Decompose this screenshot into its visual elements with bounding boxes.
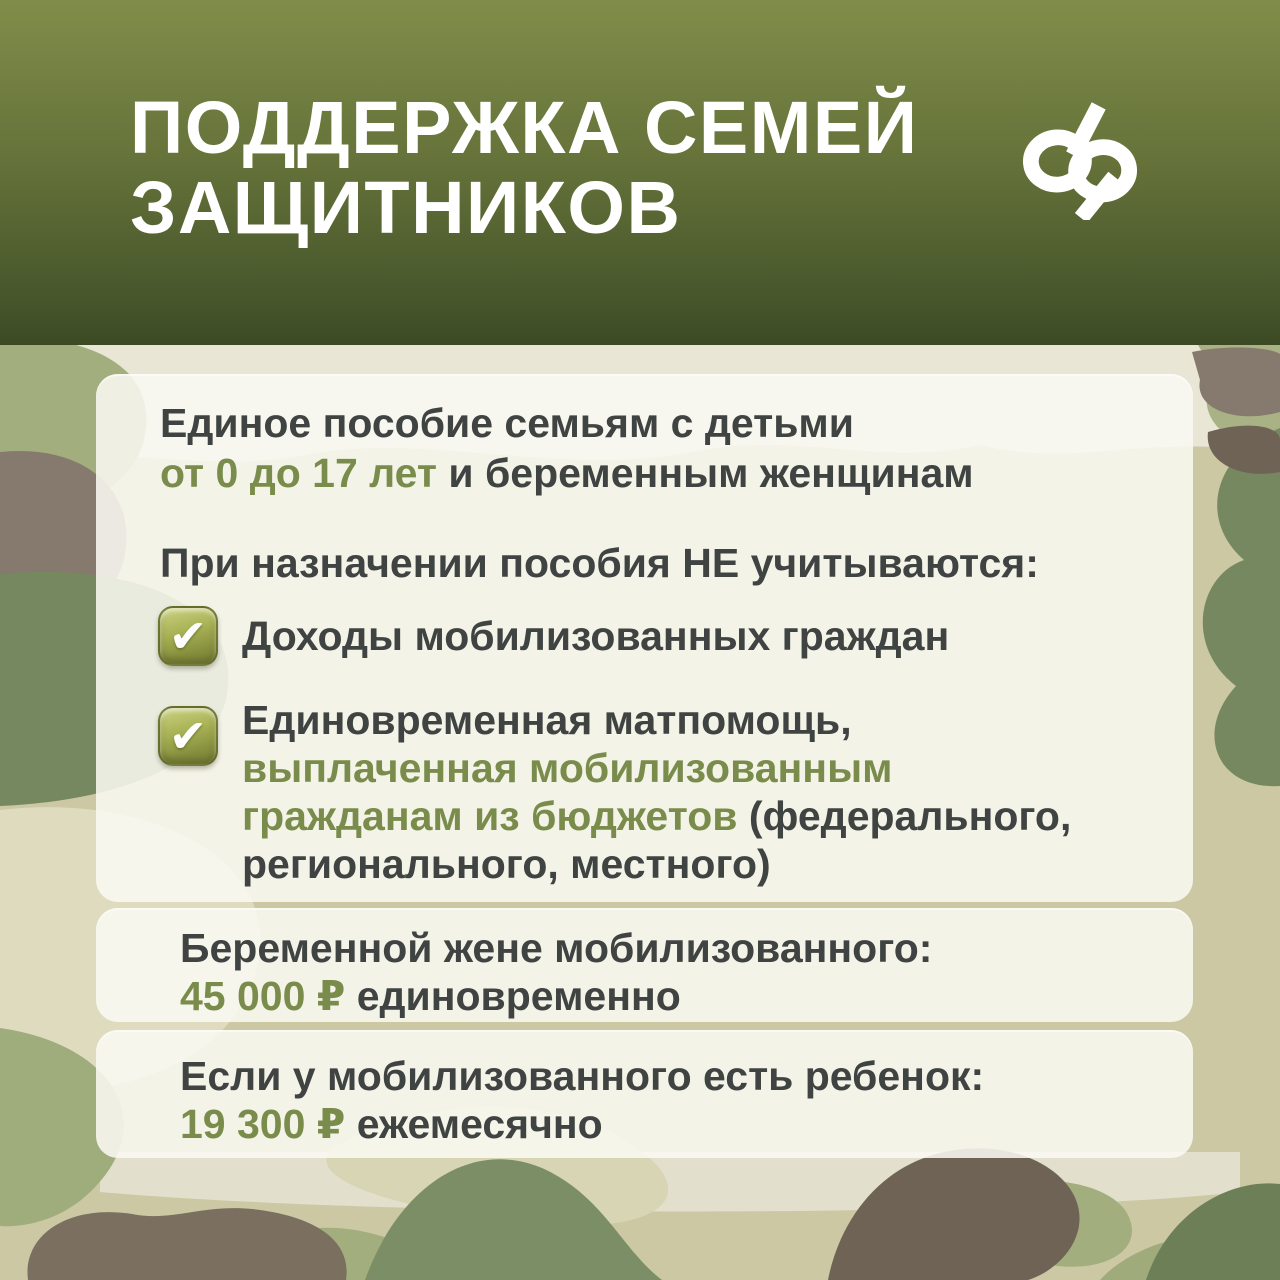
matpomosch-highlight-line2: выплаченная мобилизованным [242, 745, 893, 791]
matpomosch-line1: Единовременная матпомощь, [242, 697, 852, 743]
sfr-logo-icon [1022, 98, 1140, 220]
page-title [130, 88, 918, 248]
list-item-matpomosch [158, 696, 1133, 888]
child-benefit-amount: 19 300 ₽ [180, 1101, 346, 1147]
benefit-age-highlight: от 0 до 17 лет [160, 450, 437, 496]
list-item-incomes [158, 606, 1133, 666]
pregnant-wife-text [180, 924, 1133, 1020]
child-benefit-title: Если у мобилизованного есть ребенок: [180, 1053, 985, 1099]
pregnant-wife-amount: 45 000 ₽ [180, 973, 346, 1019]
benefit-line2-rest: и беременным женщинам [437, 450, 974, 496]
matpomosch-line4: регионального, местного) [242, 841, 771, 887]
benefit-line1: Единое пособие семьям с детьми [160, 400, 854, 446]
matpomosch-line3-rest: (федерального, [737, 793, 1072, 839]
card-unified-benefit [96, 374, 1193, 902]
card-child-benefit [96, 1030, 1193, 1158]
card-pregnant-wife [96, 908, 1193, 1022]
child-benefit-text [180, 1052, 1133, 1148]
checkmark-icon [158, 606, 218, 666]
not-counted-subheading: При назначении пособия НЕ учитываются: [160, 540, 1039, 586]
list-item-incomes-text: Доходы мобилизованных граждан [242, 613, 950, 659]
title-line2: ЗАЩИТНИКОВ [130, 166, 682, 249]
checkmark-glyph: ✔ [168, 710, 208, 762]
checkmark-icon [158, 706, 218, 766]
pregnant-wife-title: Беременной жене мобилизованного: [180, 925, 933, 971]
list-item-matpomosch-text [242, 696, 1071, 888]
checkmark-glyph: ✔ [168, 610, 208, 662]
header-band [0, 0, 1280, 345]
matpomosch-highlight-line3: гражданам из бюджетов [242, 793, 738, 839]
title-line1: ПОДДЕРЖКА СЕМЕЙ [130, 86, 919, 169]
unified-benefit-text [160, 398, 1133, 498]
child-benefit-amount-suffix: ежемесячно [345, 1101, 603, 1147]
pregnant-wife-amount-suffix: единовременно [345, 973, 681, 1019]
